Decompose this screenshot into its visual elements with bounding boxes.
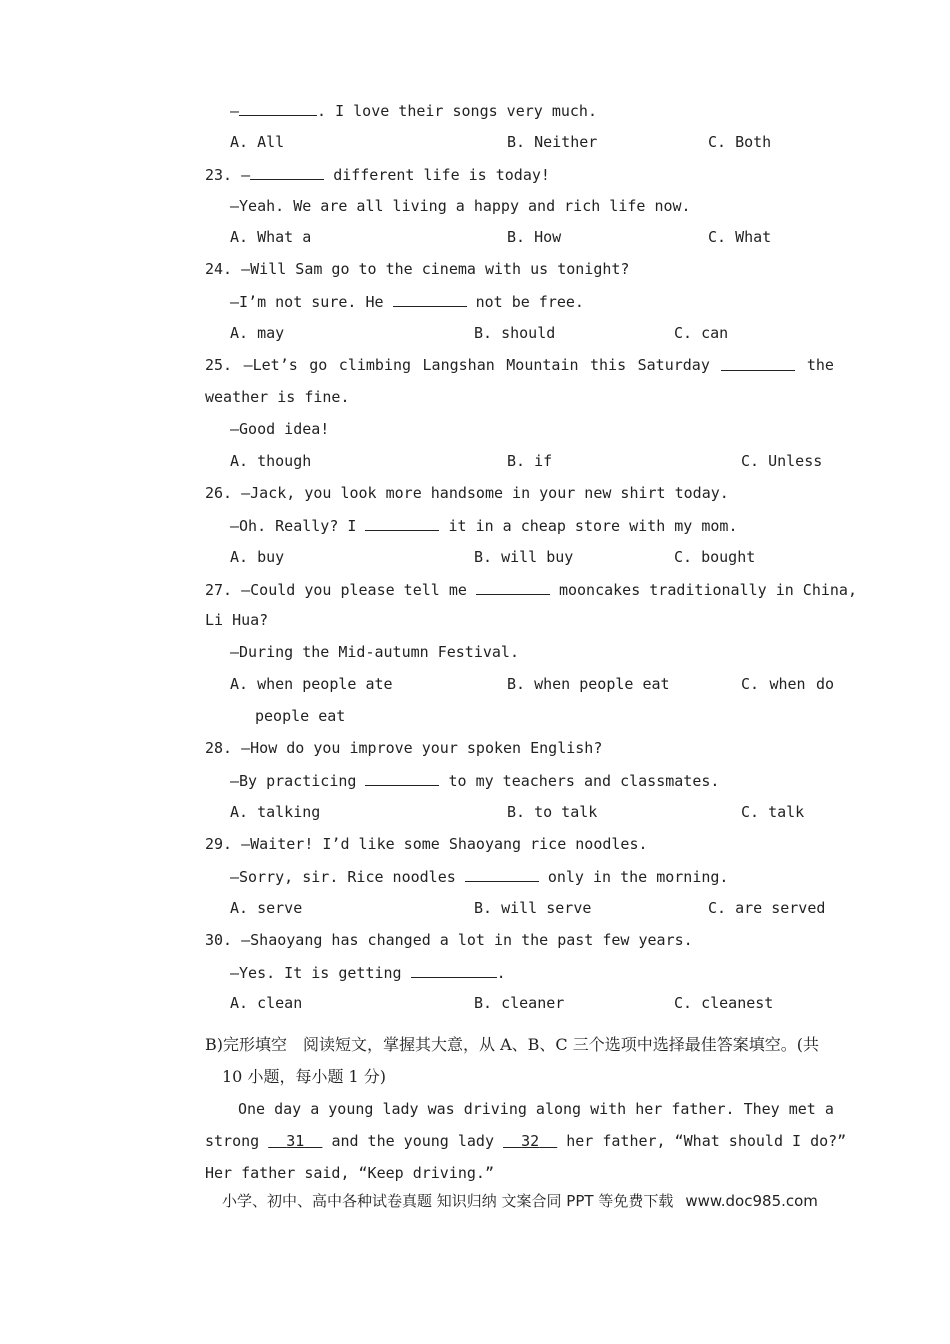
word: day	[274, 1100, 302, 1118]
sentence-text: it in a cheap store with my mom.	[448, 517, 738, 535]
q24-question	[205, 259, 629, 279]
word: climbing	[338, 356, 412, 374]
sentence-text: —Will Sam go to the cinema with us tonight?	[241, 260, 630, 278]
q28-reply	[230, 770, 719, 790]
q27-option-c	[741, 674, 834, 694]
q28-question	[205, 738, 602, 758]
q29-reply	[230, 866, 728, 886]
word: One	[238, 1100, 266, 1118]
q27-option-b: B. when people eat	[507, 675, 670, 693]
q24-reply	[230, 291, 584, 311]
sentence-text: her father, “What should I do?”	[566, 1132, 847, 1150]
section-b-heading-line2: 10 小题，每小题 1 分)	[222, 1067, 387, 1086]
sentence-text: —Jack, you look more handsome in your new shirt today.	[241, 484, 729, 502]
word: father.	[671, 1100, 735, 1118]
q25-option-c: C. Unless	[741, 452, 823, 470]
option-letter: C.	[741, 675, 760, 693]
blank-32	[503, 1132, 557, 1150]
sentence-text: not be free.	[475, 293, 584, 311]
q30-option-a: A. clean	[230, 994, 303, 1012]
question-number: 28.	[205, 739, 233, 757]
q23-option-b: B. How	[507, 228, 562, 246]
q30-question	[205, 930, 693, 950]
answer-blank	[465, 866, 539, 882]
q27-reply: —During the Mid-autumn Festival.	[230, 643, 519, 661]
sentence-text: —Oh. Really? I	[230, 517, 357, 535]
word: They	[743, 1100, 780, 1118]
q26-option-c: C. bought	[674, 548, 756, 566]
blank-number: 32	[521, 1132, 540, 1150]
q24-option-b: B. should	[474, 324, 556, 342]
q30-option-c: C. cleanest	[674, 994, 774, 1012]
sentence-text: —By practicing	[230, 772, 357, 790]
q28-option-c: C. talk	[741, 803, 805, 821]
word: was	[427, 1100, 455, 1118]
sentence-text: —Could you please tell me	[241, 581, 467, 599]
word: met	[788, 1100, 816, 1118]
sentence-text: mooncakes traditionally in China,	[558, 581, 857, 599]
q27-line2: Li Hua?	[205, 611, 269, 629]
question-number: 26.	[205, 484, 233, 502]
q25-reply: —Good idea!	[230, 420, 330, 438]
answer-blank	[393, 291, 467, 307]
q27-option-a: A. when people ate	[230, 675, 393, 693]
q26-option-a: A. buy	[230, 548, 285, 566]
sentence-text: to my teachers and classmates.	[448, 772, 720, 790]
q25-option-a: A. though	[230, 452, 312, 470]
question-number: 24.	[205, 260, 233, 278]
q27-option-c-continued: people eat	[255, 707, 346, 725]
sentence-text: —Waiter! I’d like some Shaoyang rice noodles.	[241, 835, 648, 853]
question-number: 25.	[205, 356, 233, 374]
q23-reply: —Yeah. We are all living a happy and rich life now.	[230, 197, 691, 215]
blank-31	[268, 1132, 322, 1150]
answer-blank	[411, 962, 497, 978]
q30-reply	[230, 962, 506, 982]
word: strong	[205, 1132, 260, 1150]
sentence-text: —Sorry, sir. Rice noodles	[230, 868, 456, 886]
q25-option-b: B. if	[507, 452, 553, 470]
q28-option-a: A. talking	[230, 803, 321, 821]
answer-blank	[239, 100, 317, 116]
q25-question	[205, 355, 834, 375]
sentence-text: —I’m not sure. He	[230, 293, 384, 311]
word: driving	[463, 1100, 527, 1118]
sentence-text: . I love their songs very much.	[317, 102, 597, 120]
passage-line-3: Her father said, “Keep driving.”	[205, 1164, 494, 1182]
answer-blank	[476, 579, 550, 595]
dash: —	[230, 102, 240, 120]
passage-line-2	[205, 1131, 846, 1151]
question-number: 29.	[205, 835, 233, 853]
word: lady	[382, 1100, 419, 1118]
sentence-text: only in the morning.	[547, 868, 729, 886]
q24-option-c: C. can	[674, 324, 729, 342]
sentence-text: different life is today!	[333, 166, 550, 184]
word: do	[815, 675, 834, 693]
word: this	[590, 356, 627, 374]
q23-question	[205, 164, 550, 184]
word: a	[310, 1100, 320, 1118]
answer-blank	[250, 164, 324, 180]
q24-option-a: A. may	[230, 324, 285, 342]
section-b-heading: B)完形填空 阅读短文，掌握其大意，从 A、B、C 三个选项中选择最佳答案填空。(共	[205, 1035, 819, 1054]
q25-line2: weather is fine.	[205, 388, 350, 406]
answer-blank	[721, 355, 795, 371]
q28-option-b: B. to talk	[507, 803, 598, 821]
word: when	[769, 675, 806, 693]
word: along	[535, 1100, 582, 1118]
word: Langshan	[422, 356, 495, 374]
q23-option-c: C. What	[708, 228, 772, 246]
q22-option-b: B. Neither	[507, 133, 598, 151]
passage-line-1	[238, 1099, 834, 1119]
answer-blank	[365, 515, 439, 531]
sentence-text: —Yes. It is getting	[230, 964, 402, 982]
q23-option-a: A. What a	[230, 228, 312, 246]
question-number: 23.	[205, 166, 233, 184]
q29-option-c: C. are served	[708, 899, 826, 917]
footer	[222, 1190, 818, 1211]
word: her	[635, 1100, 663, 1118]
sentence-text: .	[496, 964, 506, 982]
dash: —	[241, 166, 251, 184]
word: a	[824, 1100, 834, 1118]
q30-option-b: B. cleaner	[474, 994, 565, 1012]
q29-option-a: A. serve	[230, 899, 303, 917]
q26-option-b: B. will buy	[474, 548, 574, 566]
sentence-text: and the young lady	[331, 1132, 494, 1150]
footer-text: 小学、初中、高中各种试卷真题 知识归纳 文案合同 PPT 等免费下载	[222, 1192, 674, 1210]
question-number: 30.	[205, 931, 233, 949]
q27-question	[205, 579, 857, 599]
word: the	[806, 356, 834, 374]
word: Mountain	[506, 356, 579, 374]
question-number: 27.	[205, 581, 233, 599]
q29-option-b: B. will serve	[474, 899, 592, 917]
word: Saturday	[637, 356, 710, 374]
blank-number: 31	[286, 1132, 305, 1150]
word: young	[328, 1100, 374, 1118]
q26-question	[205, 483, 729, 503]
footer-url[interactable]: www.doc985.com	[685, 1192, 818, 1210]
q22-option-c: C. Both	[708, 133, 772, 151]
q26-reply	[230, 515, 737, 535]
word: —Let’s	[243, 356, 298, 374]
q22-line	[230, 100, 597, 120]
word: with	[590, 1100, 627, 1118]
q29-question	[205, 834, 648, 854]
sentence-text: —Shaoyang has changed a lot in the past few years.	[241, 931, 693, 949]
answer-blank	[365, 770, 439, 786]
word: go	[309, 356, 328, 374]
sentence-text: —How do you improve your spoken English?	[241, 739, 603, 757]
q22-option-a: A. All	[230, 133, 285, 151]
